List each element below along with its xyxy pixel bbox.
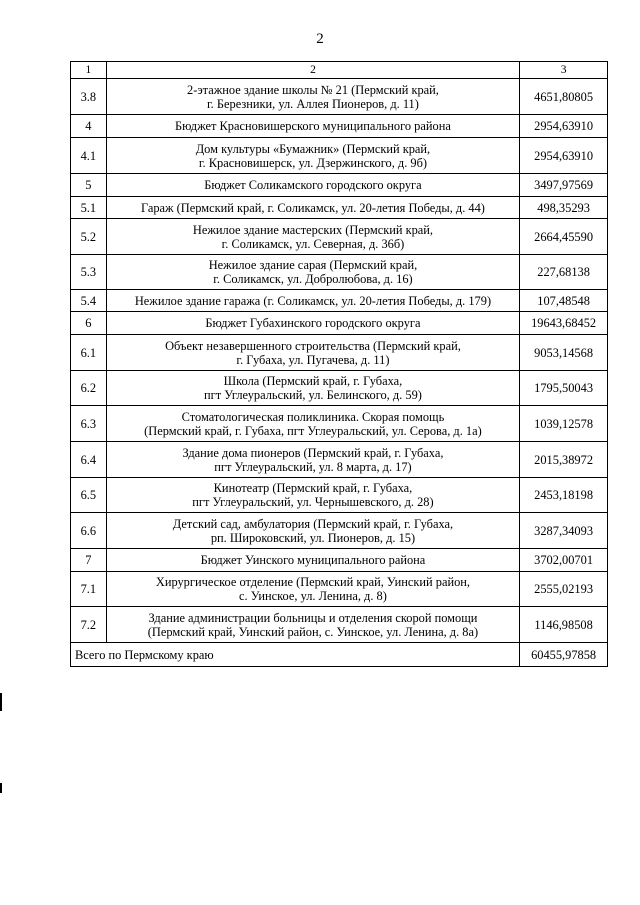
row-amount-cell: 2555,02193 <box>520 572 608 607</box>
row-object-cell <box>106 406 519 442</box>
table-row <box>71 312 608 335</box>
row-object-cell <box>106 138 519 174</box>
row-number-cell: 3.8 <box>71 79 107 115</box>
row-object-cell <box>106 79 519 115</box>
row-amount-cell: 2954,63910 <box>520 115 608 138</box>
row-amount-cell: 3287,34093 <box>520 513 608 549</box>
row-number-cell: 5.2 <box>71 219 107 255</box>
object-text-line: (Пермский край, Уинский район, с. Уинское, ул. Ленина, д. 8а) <box>147 624 479 639</box>
table-row <box>71 607 608 643</box>
row-amount-cell: 1795,50043 <box>520 371 608 406</box>
total-row <box>71 643 608 667</box>
object-text-line: (Пермский край, г. Губаха, пгт Углеуральский, ул. Серова, д. 1а) <box>144 423 482 438</box>
table-row <box>71 115 608 138</box>
object-text-line: Бюджет Уинского муниципального района <box>200 553 426 567</box>
table-row <box>71 478 608 513</box>
row-number-cell: 6 <box>71 312 107 335</box>
object-text-line: Нежилое здание гаража (г. Соликамск, ул. 20-летия Победы, д. 179) <box>134 293 492 308</box>
object-text-line: Хирургическое отделение (Пермский край, Уинский район, <box>155 575 471 589</box>
object-text-line: г. Березники, ул. Аллея Пионеров, д. 11) <box>207 96 419 111</box>
row-number-cell: 6.1 <box>71 335 107 371</box>
row-amount-cell: 3497,97569 <box>520 174 608 197</box>
object-text-line: Детский сад, амбулатория (Пермский край, г. Губаха, <box>172 516 454 531</box>
table-row <box>71 513 608 549</box>
object-text-line: г. Губаха, ул. Пугачева, д. 11) <box>236 352 390 367</box>
object-text-line: пгт Углеуральский, ул. 8 марта, д. 17) <box>214 459 412 474</box>
object-text-line: Нежилое здание мастерских (Пермский край, <box>192 222 434 237</box>
row-number-cell: 7 <box>71 549 107 572</box>
table-row <box>71 549 608 572</box>
row-number-cell: 7.2 <box>71 607 107 643</box>
table-body <box>71 62 608 667</box>
table-header-row <box>71 62 608 79</box>
row-object-cell <box>106 371 519 406</box>
row-amount-cell: 107,48548 <box>520 290 608 312</box>
row-number-cell: 6.2 <box>71 371 107 406</box>
object-text-line: Здание дома пионеров (Пермский край, г. Губаха, <box>182 445 444 460</box>
scan-edge-mark <box>0 693 2 711</box>
table-row <box>71 572 608 607</box>
row-number-cell: 7.1 <box>71 572 107 607</box>
object-text-line: Школа (Пермский край, г. Губаха, <box>223 374 403 388</box>
object-text-line: Стоматологическая поликлиника. Скорая помощь <box>181 409 445 424</box>
object-text-line: Бюджет Соликамского городского округа <box>204 178 422 192</box>
row-amount-cell: 19643,68452 <box>520 312 608 335</box>
table-row <box>71 335 608 371</box>
object-text-line: Объект незавершенного строительства (Пермский край, <box>165 338 461 353</box>
row-number-cell: 6.5 <box>71 478 107 513</box>
row-number-cell: 5.3 <box>71 255 107 290</box>
table-row <box>71 255 608 290</box>
row-number-cell: 4.1 <box>71 138 107 174</box>
header-cell-number: 1 <box>71 62 107 79</box>
row-object-cell <box>106 312 519 335</box>
row-amount-cell: 498,35293 <box>520 197 608 219</box>
row-amount-cell: 2664,45590 <box>520 219 608 255</box>
row-object-cell <box>106 290 519 312</box>
row-object-cell <box>106 607 519 643</box>
object-text-line: с. Уинское, ул. Ленина, д. 8) <box>239 589 387 603</box>
row-amount-cell: 3702,00701 <box>520 549 608 572</box>
object-text-line: Здание администрации больницы и отделения скорой помощи <box>148 610 478 625</box>
row-number-cell: 4 <box>71 115 107 138</box>
table-row <box>71 406 608 442</box>
object-text-line: Бюджет Красновишерского муниципального района <box>175 119 451 133</box>
table-row <box>71 174 608 197</box>
header-cell-amount: 3 <box>520 62 608 79</box>
object-text-line: Нежилое здание сарая (Пермский край, <box>208 258 418 272</box>
row-number-cell: 5 <box>71 174 107 197</box>
total-label: Всего по Пермскому краю <box>71 643 520 667</box>
page-number: 2 <box>316 31 324 47</box>
row-amount-cell: 227,68138 <box>520 255 608 290</box>
row-object-cell <box>106 442 519 478</box>
row-object-cell <box>106 174 519 197</box>
row-object-cell <box>106 115 519 138</box>
row-amount-cell: 9053,14568 <box>520 335 608 371</box>
row-number-cell: 5.1 <box>71 197 107 219</box>
row-amount-cell: 2954,63910 <box>520 138 608 174</box>
object-text-line: г. Соликамск, ул. Северная, д. 36б) <box>221 236 405 251</box>
table-row <box>71 442 608 478</box>
table-row <box>71 197 608 219</box>
object-text-line: пгт Углеуральский, ул. Чернышевского, д. 28) <box>192 495 434 509</box>
row-number-cell: 6.3 <box>71 406 107 442</box>
row-object-cell <box>106 549 519 572</box>
row-object-cell <box>106 572 519 607</box>
table-row <box>71 371 608 406</box>
row-amount-cell: 2453,18198 <box>520 478 608 513</box>
row-object-cell <box>106 335 519 371</box>
row-number-cell: 6.4 <box>71 442 107 478</box>
row-number-cell: 6.6 <box>71 513 107 549</box>
row-amount-cell: 1039,12578 <box>520 406 608 442</box>
object-text-line: г. Красновишерск, ул. Дзержинского, д. 9б) <box>198 155 428 170</box>
object-text-line: Бюджет Губахинского городского округа <box>205 316 421 330</box>
header-cell-object: 2 <box>106 62 519 79</box>
row-object-cell <box>106 478 519 513</box>
row-amount-cell: 1146,98508 <box>520 607 608 643</box>
object-text-line: г. Соликамск, ул. Добролюбова, д. 16) <box>213 272 413 286</box>
row-object-cell <box>106 219 519 255</box>
row-object-cell <box>106 255 519 290</box>
row-object-cell <box>106 197 519 219</box>
object-text-line: рп. Широковский, ул. Пионеров, д. 15) <box>210 530 416 545</box>
row-amount-cell: 2015,38972 <box>520 442 608 478</box>
object-text-line: Дом культуры «Бумажник» (Пермский край, <box>195 141 431 156</box>
budget-table <box>70 61 608 667</box>
object-text-line: Кинотеатр (Пермский край, г. Губаха, <box>213 481 413 495</box>
table-row <box>71 79 608 115</box>
row-amount-cell: 4651,80805 <box>520 79 608 115</box>
table-row <box>71 290 608 312</box>
total-amount: 60455,97858 <box>520 643 608 667</box>
row-object-cell <box>106 513 519 549</box>
object-text-line: пгт Углеуральский, ул. Белинского, д. 59) <box>204 388 422 402</box>
row-number-cell: 5.4 <box>71 290 107 312</box>
scan-edge-mark <box>0 783 2 793</box>
object-text-line: Гараж (Пермский край, г. Соликамск, ул. 20-летия Победы, д. 44) <box>140 200 485 215</box>
table-row <box>71 138 608 174</box>
table-row <box>71 219 608 255</box>
object-text-line: 2-этажное здание школы № 21 (Пермский край, <box>187 82 439 97</box>
